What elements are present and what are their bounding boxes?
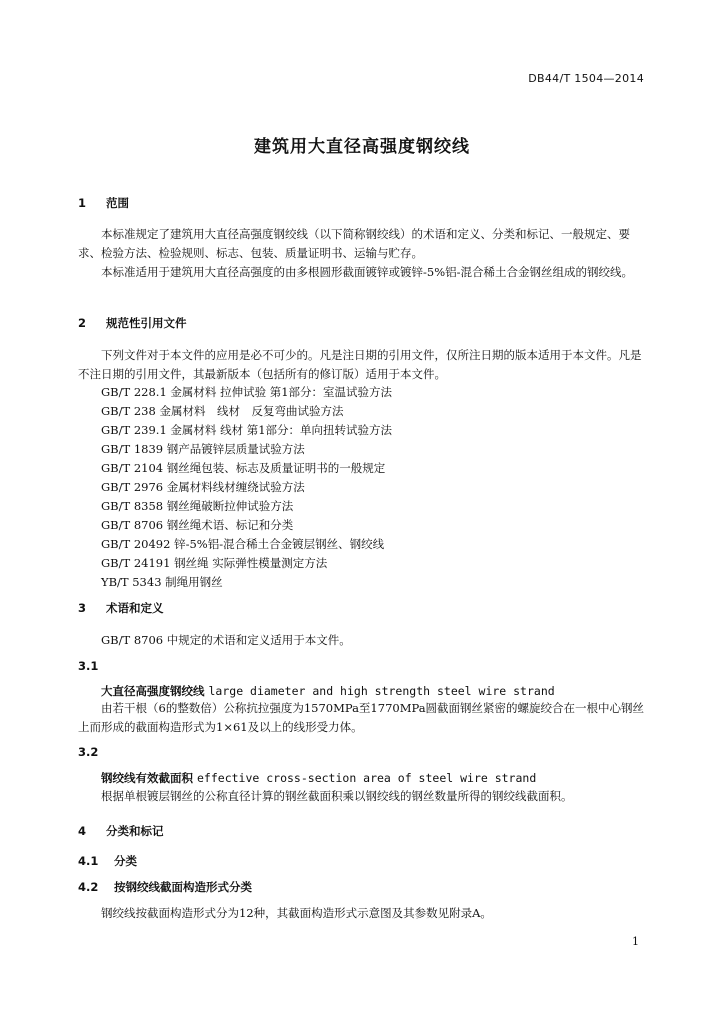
reference-item: YB/T 5343 制绳用钢丝 [101,575,223,589]
term-chinese: 钢绞线有效截面积 [101,771,193,785]
reference-item: GB/T 238 金属材料 线材 反复弯曲试验方法 [101,404,344,418]
term-number: 3.1 [78,659,99,673]
section-number: 1 [78,196,87,210]
section-1-heading [78,195,129,211]
term-definition: 由若干根（6的整数倍）公称抗拉强度为1570MPa至1770MPa圆截面钢丝紧密的螺旋绞合在一根中心钢丝上而形成的截面构造形式为1×61及以上的线形受力体。 [78,701,645,734]
paragraph: 钢绞线按截面构造形式分为12种，其截面构造形式示意图及其参数见附录A。 [101,906,492,920]
paragraph: 下列文件对于本文件的应用是必不可少的。凡是注日期的引用文件，仅所注日期的版本适用于本文件。凡是不注日期的引用文件，其最新版本（包括所有的修订版）适用于本文件。 [78,348,642,381]
term-number: 3.2 [78,745,99,759]
section-4-2-heading [78,879,252,895]
reference-item: GB/T 8358 钢丝绳破断拉伸试验方法 [101,499,294,513]
section-2-heading [78,315,187,331]
page-number: 1 [632,935,639,948]
reference-item: GB/T 2976 金属材料线材缠绕试验方法 [101,480,305,494]
section-number: 4.1 [78,854,99,868]
section-title: 分类和标记 [106,824,164,838]
term-3-1 [101,683,555,699]
section-title: 分类 [114,854,137,868]
section-4-1-heading [78,853,137,869]
section-number: 3 [78,601,87,615]
section-number: 4 [78,824,87,838]
paragraph: 本标准规定了建筑用大直径高强度钢绞线（以下简称钢绞线）的术语和定义、分类和标记、一般规定、要求、检验方法、检验规则、标志、包装、质量证明书、运输与贮存。 [78,227,630,260]
section-title: 规范性引用文件 [106,316,187,330]
paragraph: GB/T 8706 中规定的术语和定义适用于本文件。 [101,633,351,647]
reference-item: GB/T 20492 锌-5%铝-混合稀土合金镀层钢丝、钢绞线 [101,537,385,551]
section-title: 按钢绞线截面构造形式分类 [114,880,252,894]
paragraph: 本标准适用于建筑用大直径高强度的由多根圆形截面镀锌或镀锌-5%铝-混合稀土合金钢丝组成的钢绞线。 [101,265,634,279]
section-title: 术语和定义 [106,601,164,615]
term-english: large diameter and high strength steel wire strand [208,684,555,698]
reference-item: GB/T 1839 钢产品镀锌层质量试验方法 [101,442,305,456]
reference-item: GB/T 239.1 金属材料 线材 第1部分：单向扭转试验方法 [101,423,393,437]
section-4-heading [78,823,164,839]
section-number: 4.2 [78,880,99,894]
term-number-3-2 [78,745,98,759]
reference-item: GB/T 24191 钢丝绳 实际弹性模量测定方法 [101,556,328,570]
reference-item: GB/T 228.1 金属材料 拉伸试验 第1部分：室温试验方法 [101,385,393,399]
standard-code: DB44/T 1504—2014 [528,72,644,85]
term-definition: 根据单根镀层钢丝的公称直径计算的钢丝截面积乘以钢绞线的钢丝数量所得的钢绞线截面积。 [101,789,573,803]
section-3-heading [78,600,164,616]
term-english: effective cross-section area of steel wire strand [197,771,537,785]
reference-item: GB/T 8706 钢丝绳术语、标记和分类 [101,518,294,532]
term-number-3-1 [78,659,98,673]
term-3-2 [101,770,536,786]
reference-item: GB/T 2104 钢丝绳包装、标志及质量证明书的一般规定 [101,461,386,475]
section-title: 范围 [106,196,129,210]
section-number: 2 [78,316,87,330]
document-title: 建筑用大直径高强度钢绞线 [254,137,470,157]
term-chinese: 大直径高强度钢绞线 [101,684,205,698]
